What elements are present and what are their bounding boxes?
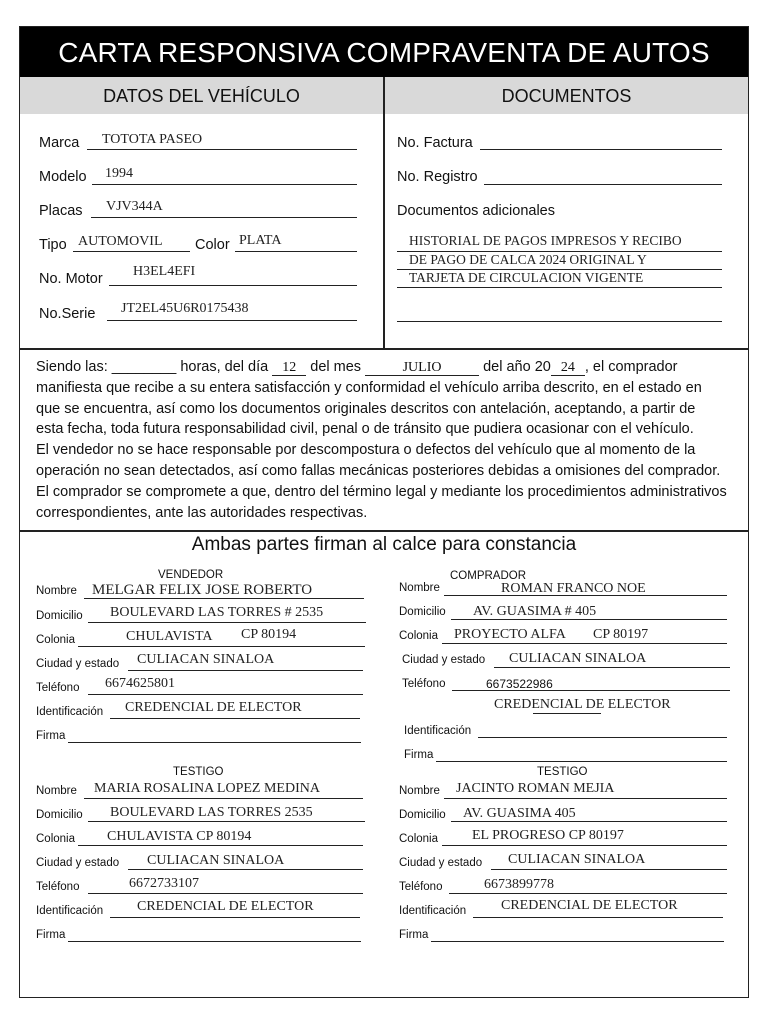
vendedor-identificacion-label: Identificación xyxy=(36,706,104,718)
vendedor-colonia-cp: CP 80194 xyxy=(241,627,297,642)
testigo2-telefono-label: Teléfono xyxy=(399,881,443,893)
statement-day: 12 xyxy=(272,361,306,376)
comprador-identificacion: CREDENCIAL DE ELECTOR xyxy=(494,697,671,712)
testigo2-colonia-label: Colonia xyxy=(399,833,438,845)
comprador-ciudad: CULIACAN SINALOA xyxy=(509,651,647,666)
tipo-value: AUTOMOVIL xyxy=(78,234,163,249)
testigo2-firma-label: Firma xyxy=(399,929,429,941)
statement-line-2: que se encuentra, así como los documentos originales descritos con antelación, aceptando, a partir de xyxy=(36,400,696,417)
vendedor-telefono-line xyxy=(88,694,363,695)
signatures-heading: Ambas partes firman al calce para constancia xyxy=(191,534,577,555)
comprador-domicilio-label: Domicilio xyxy=(399,606,446,618)
comprador-firma-label: Firma xyxy=(404,749,434,761)
color-value: PLATA xyxy=(239,233,282,248)
testigo2-domicilio: AV. GUASIMA 405 xyxy=(463,806,576,821)
testigo2-nombre: JACINTO ROMAN MEJIA xyxy=(456,781,615,796)
testigo1-ciudad: CULIACAN SINALOA xyxy=(147,853,285,868)
serie-value: JT2EL45U6R0175438 xyxy=(121,301,249,316)
comprador-nombre-label: Nombre xyxy=(399,582,440,594)
motor-value: H3EL4EFI xyxy=(133,264,196,279)
vendedor-domicilio-label: Domicilio xyxy=(36,610,83,622)
statement-line-3: esta fecha, toda futura responsabilidad civil, penal o de tránsito que pudiera ocasionar con el vehículo. xyxy=(36,421,694,438)
testigo2-role: TESTIGO xyxy=(537,766,588,778)
testigo1-domicilio-label: Domicilio xyxy=(36,809,83,821)
testigo2-nombre-line xyxy=(444,798,727,799)
comprador-colonia-label: Colonia xyxy=(399,630,438,642)
vendedor-ciudad-label: Ciudad y estado xyxy=(36,658,120,670)
column-divider xyxy=(383,77,385,349)
comprador-identificacion-label: Identificación xyxy=(404,725,472,737)
testigo1-identificacion-label: Identificación xyxy=(36,905,104,917)
comprador-role: COMPRADOR xyxy=(450,570,527,582)
statement-year: 24 xyxy=(551,361,585,376)
statement-part-1: Siendo las: ________ horas, del día xyxy=(36,359,269,375)
modelo-value: 1994 xyxy=(105,166,133,181)
comprador-nombre: ROMAN FRANCO NOE xyxy=(501,581,646,596)
serie-line xyxy=(107,320,357,321)
comprador-colonia-cp: CP 80197 xyxy=(593,627,649,642)
marca-label: Marca xyxy=(39,135,80,151)
factura-line xyxy=(480,149,722,150)
document-title: CARTA RESPONSIVA COMPRAVENTA DE AUTOS xyxy=(20,27,748,77)
comprador-colonia: PROYECTO ALFA xyxy=(454,627,566,642)
placas-value: VJV344A xyxy=(106,199,163,214)
testigo1-domicilio-line xyxy=(88,821,365,822)
testigo1-role: TESTIGO xyxy=(173,766,224,778)
comprador-ciudad-label: Ciudad y estado xyxy=(402,654,486,666)
color-line xyxy=(235,251,357,252)
testigo1-colonia: CHULAVISTA CP 80194 xyxy=(107,829,252,844)
testigo1-firma-line xyxy=(68,941,361,942)
comprador-telefono: 6673522986 xyxy=(486,677,553,691)
marca-value: TOTOTA PASEO xyxy=(102,132,203,147)
tipo-label: Tipo xyxy=(39,237,67,253)
testigo2-telefono: 6673899778 xyxy=(484,877,554,892)
testigo1-firma-label: Firma xyxy=(36,929,66,941)
adicionales-text-1: HISTORIAL DE PAGOS IMPRESOS Y RECIBO xyxy=(409,233,682,248)
adicionales-line-4 xyxy=(397,321,722,322)
testigo2-ciudad: CULIACAN SINALOA xyxy=(508,852,646,867)
vendedor-domicilio: BOULEVARD LAS TORRES # 2535 xyxy=(110,605,324,620)
registro-line xyxy=(484,184,722,185)
testigo1-ciudad-label: Ciudad y estado xyxy=(36,857,120,869)
testigo2-firma-line xyxy=(431,941,724,942)
modelo-label: Modelo xyxy=(39,169,87,185)
vendedor-ciudad: CULIACAN SINALOA xyxy=(137,652,275,667)
testigo1-telefono-line xyxy=(88,893,363,894)
color-label: Color xyxy=(195,237,230,253)
adicionales-label: Documentos adicionales xyxy=(397,203,555,219)
vendedor-telefono-label: Teléfono xyxy=(36,682,80,694)
testigo1-identificacion: CREDENCIAL DE ELECTOR xyxy=(137,899,314,914)
testigo2-domicilio-label: Domicilio xyxy=(399,809,446,821)
adicionales-text-2: DE PAGO DE CALCA 2024 ORIGINAL Y xyxy=(409,252,647,267)
vendedor-telefono: 6674625801 xyxy=(105,676,175,691)
statement-line-1: manifiesta que recibe a su entera satisfacción y conformidad el vehículo arriba descrito, en el estado en xyxy=(36,379,702,396)
vendedor-identificacion: CREDENCIAL DE ELECTOR xyxy=(125,700,302,715)
comprador-ciudad-line xyxy=(494,667,730,668)
comprador-colonia-line xyxy=(442,643,727,644)
testigo1-nombre: MARIA ROSALINA LOPEZ MEDINA xyxy=(94,781,320,796)
testigo2-nombre-label: Nombre xyxy=(399,785,440,797)
vendedor-firma-label: Firma xyxy=(36,730,66,742)
adicionales-line-3 xyxy=(397,287,722,288)
modelo-line xyxy=(92,184,357,185)
section-divider xyxy=(20,348,748,350)
documents-section-header: DOCUMENTOS xyxy=(385,77,748,114)
statement-paragraph xyxy=(36,357,736,523)
motor-label: No. Motor xyxy=(39,271,103,287)
statement-part-3: del año 20 xyxy=(483,359,551,375)
testigo1-telefono: 6672733107 xyxy=(129,876,199,891)
vendedor-identificacion-line xyxy=(110,718,360,719)
vendedor-colonia: CHULAVISTA xyxy=(126,629,213,644)
vendedor-nombre-label: Nombre xyxy=(36,585,77,597)
testigo1-nombre-label: Nombre xyxy=(36,785,77,797)
vendedor-ciudad-line xyxy=(128,670,363,671)
motor-line xyxy=(109,285,357,286)
contract-document xyxy=(19,26,749,998)
registro-label: No. Registro xyxy=(397,169,478,185)
statement-line-4: El vendedor no se hace responsable por descompostura o defectos del vehículo que al momento de la xyxy=(36,442,696,459)
comprador-firma-line xyxy=(436,761,727,762)
testigo1-telefono-label: Teléfono xyxy=(36,881,80,893)
placas-label: Placas xyxy=(39,203,83,219)
comprador-telefono-label: Teléfono xyxy=(402,678,446,690)
testigo1-domicilio: BOULEVARD LAS TORRES 2535 xyxy=(110,805,313,820)
testigo2-telefono-line xyxy=(449,893,727,894)
testigo2-identificacion: CREDENCIAL DE ELECTOR xyxy=(501,898,678,913)
vehicle-section-header: DATOS DEL VEHÍCULO xyxy=(20,77,383,114)
statement-part-2: del mes xyxy=(310,359,362,375)
statement-divider xyxy=(20,530,748,532)
statement-line-6: El comprador se compromete a que, dentro del término legal y mediante los procedimientos administrativos xyxy=(36,483,727,500)
comprador-domicilio: AV. GUASIMA # 405 xyxy=(473,604,597,619)
placas-line xyxy=(91,217,357,218)
testigo1-identificacion-line xyxy=(110,917,360,918)
testigo2-identificacion-line xyxy=(473,917,723,918)
statement-month: JULIO xyxy=(365,361,479,376)
vendedor-domicilio-line xyxy=(88,622,366,623)
serie-label: No.Serie xyxy=(39,306,96,322)
comprador-identificacion-underline xyxy=(533,713,601,714)
testigo2-ciudad-line xyxy=(491,869,727,870)
testigo1-colonia-label: Colonia xyxy=(36,833,75,845)
vendedor-nombre: MELGAR FELIX JOSE ROBERTO xyxy=(92,582,313,598)
tipo-line xyxy=(73,251,190,252)
statement-part-4: , el comprador xyxy=(584,359,678,375)
testigo2-colonia-line xyxy=(442,845,727,846)
factura-label: No. Factura xyxy=(397,135,473,151)
comprador-identificacion-line xyxy=(478,737,727,738)
testigo2-colonia: EL PROGRESO CP 80197 xyxy=(472,828,624,843)
testigo1-ciudad-line xyxy=(128,869,363,870)
vendedor-firma-line xyxy=(68,742,361,743)
vendedor-colonia-label: Colonia xyxy=(36,634,75,646)
testigo1-colonia-line xyxy=(78,845,363,846)
marca-line xyxy=(87,149,357,150)
statement-line-5: operación no sean detectados, así como fallas mecánicas posteriores debidas a omisiones del comprador. xyxy=(36,462,721,479)
statement-line-7: correspondientes, ante las autoridades respectivas. xyxy=(36,504,368,521)
vendedor-colonia-line xyxy=(78,646,365,647)
vendedor-role: VENDEDOR xyxy=(158,569,224,581)
adicionales-text-3: TARJETA DE CIRCULACION VIGENTE xyxy=(409,270,644,285)
testigo2-ciudad-label: Ciudad y estado xyxy=(399,857,483,869)
testigo2-identificacion-label: Identificación xyxy=(399,905,467,917)
testigo1-nombre-line xyxy=(84,798,363,799)
